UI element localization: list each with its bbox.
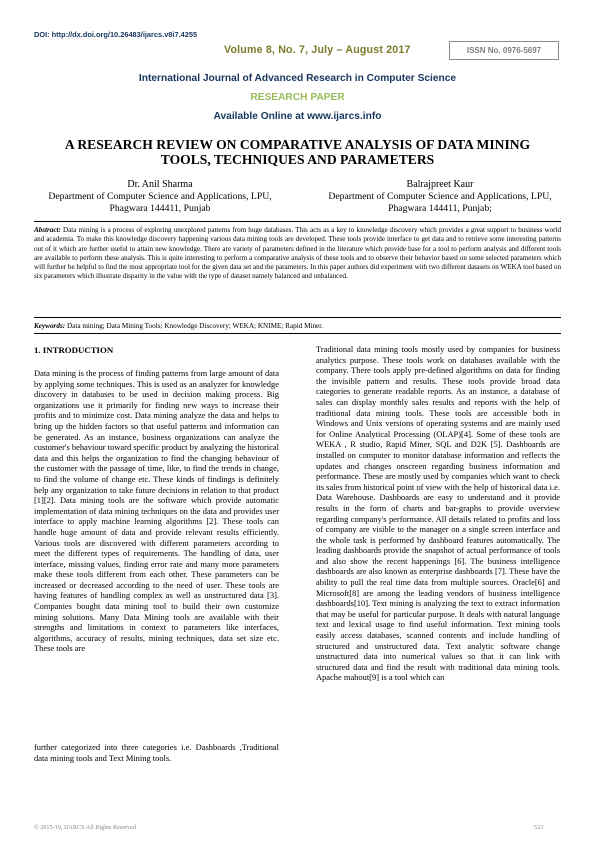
body-paragraph: further categorized into three categories i.e. Dashboards ,Traditional data mining tools and Text Mining tools. <box>34 742 279 763</box>
abstract-text: Data mining is a process of exploring unexplored patterns from huge databases. This acts as a key to knowledge discovery which provides a great support to business world and academia. To make this knowledge discovery happening various data mining tools are developed. These tools provide interface to get data and to retrieve some interesting patterns out of it which are further useful to attain new knowledge. There are variety of parameters defined in the literature which provide base for a tool to perform analysis and different tools are available to perform these analysis. This is quite interesting to perform a comparative analysis of these tools and to observe their behavior based on some selected parameters which will further be helpful to find the most appropriate tool for the given data set and the parameters. In this paper authors did experiment with two different datasets on WEKA tool based on six parameters which illustrate disparity in the value with the type of dataset namely balanced and unbalanced. <box>34 226 561 281</box>
doi-link[interactable]: DOI: http://dx.doi.org/10.26483/ijarcs.v8i7.4255 <box>34 30 198 39</box>
author-block-2 <box>310 179 570 214</box>
available-online[interactable]: Available Online at www.ijarcs.info <box>213 111 382 122</box>
divider <box>34 333 561 334</box>
author-name: Dr. Anil Sharma <box>127 179 193 190</box>
divider <box>34 221 561 222</box>
author-block-1 <box>40 179 280 214</box>
abstract-label: Abstract: <box>34 226 61 234</box>
abstract <box>34 226 561 282</box>
divider <box>34 317 561 318</box>
author-affiliation: Department of Computer Science and Applications, LPU, Phagwara 144411, Punjab <box>48 191 272 214</box>
section-heading: 1. INTRODUCTION <box>34 345 114 355</box>
author-name: Balrajpreet Kaur <box>406 179 474 190</box>
issn-box: ISSN No. 0976-5697 <box>449 41 559 60</box>
paper-title: A RESEARCH REVIEW ON COMPARATIVE ANALYSIS OF DATA MINING TOOLS, TECHNIQUES AND PARAMETERS <box>64 137 531 167</box>
journal-name: International Journal of Advanced Research in Computer Science <box>138 73 457 84</box>
copyright: © 2015-19, IJARCS All Rights Reserved <box>34 824 136 831</box>
author-affiliation: Department of Computer Science and Applications, LPU, Phagwara 144411, Punjab; <box>328 191 552 214</box>
keywords-text: Data mining; Data Mining Tools; Knowledge Discovery; WEKA; KNIME; Rapid Miner. <box>66 322 324 330</box>
body-paragraph: Data mining is the process of finding patterns from large amount of data by applying some techniques. This is used as an analyzer for knowledge discovery in databases to be used in decision making process. Big organizations use it primarily for finding new ways to increase their profits and to minimize cost. Data mining analyze the data and helps to bring up the hidden factors so that useful patterns and information can be generated. As an instance, business organizations can analyze the customer's behaviour toward specific product by analyzing the historical data and this helps the organization to find the changing behaviour of the customer with the passage of time, like, to find the trends in change, to find the volume of change etc. These kinds of findings is definitely help any organization to take future decisions in relation to that product [1][2]. Data mining tools are the software which provide automatic implementation of data mining techniques on the data and provides user interface to apply machine learning algorithms [2]. These tools can handle huge amount of data and provide relevant results efficiently. Various tools are discovered with different parameters according to meet the different types of requirements. The handling of data, user interface, missing values, finding error rate and many more parameters make these tools different from each other. These parameters can be increased or decreased according to the need of user. These tools are having features of handling complex as well as unstructured data [3]. Companies bought data mining tool to build their own customize mining solutions. Many Data Mining tools are available with their strengths and limitations in context to parameters like interfaces, algorithms, accuracy of results, mining techniques, data set size etc. These tools are <box>34 368 279 654</box>
page-number: 523 <box>534 824 544 831</box>
paper-type: RESEARCH PAPER <box>250 92 345 103</box>
keywords <box>34 322 561 331</box>
volume-info: Volume 8, No. 7, July – August 2017 <box>224 44 411 56</box>
body-paragraph: Traditional data mining tools mostly used by companies for business analytics purpose. These tools work on databases available with the company. There tools apply pre-defined algorithms on data for finding the invisible pattern and results. These tools provide broad data categories to generate readable reports. As an instance, a database of sales can display monthly sales results and reports with the help of traditional data mining tools. These tools are accessible both in Windows and Unix versions of operating systems and are mainly used for Online Analytical Processing (OLAP)[4]. Some of these tools are WEKA , R studio, Rapid Miner, SQL and D2K [5]. Dashboards are installed on computer to monitor database information and reflects the updates and changes onscreen regarding business information and performance. These are mostly used by companies which want to check its sales from historical point of view with the help of historical data i.e. Data Warehouse. Dashboards are easy to understand and it provide results in the form of charts and bar-graphs to provide overview regarding company's performance. All details related to profits and loss of company are visible to the manager on a single screen interface and the whole task is performed by dashboard features automatically. The leading dashboards provide the snapshot of actual performance of tools and also show the recent happenings [6]. The business intelligence dashboards are also known as enterprise dashboards [7]. These have the ability to pull the real time data from multiple sources. Oracle[6] and Microsoft[8] are among the leading vendors of business intelligence dashboards[10]. Text mining is analyzing the text to extract information that may be useful for particular purpose. It deals with natural language text and lexical usage to find useful information. Text mining tools easily access databases, scanned contents and include handling of structured and unstructured data. Text analytic software change unstructured data into numerical values so that it can link with structured data and find the result with traditional data mining tools. Apache mahout[9] is a tool which can <box>316 344 560 683</box>
keywords-label: Keywords: <box>34 322 66 330</box>
